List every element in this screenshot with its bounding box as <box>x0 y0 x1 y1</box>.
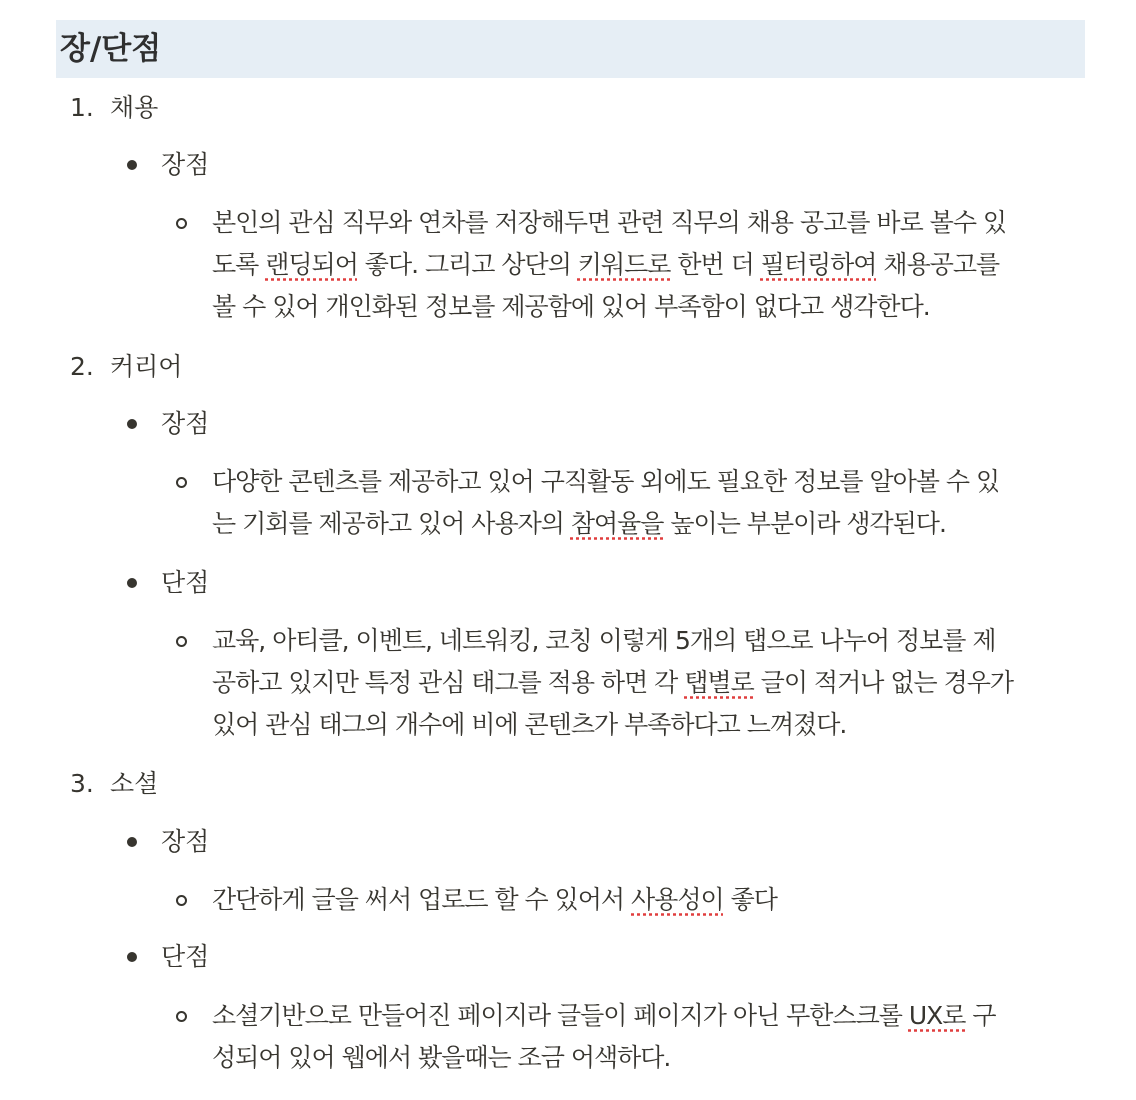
text-run: 는 기회를 제공하고 있어 사용자의 <box>212 509 571 538</box>
text-run: 한번 더 <box>670 250 761 279</box>
circle-bullet-icon <box>176 636 187 647</box>
text-line <box>212 461 1082 503</box>
section-title: 커리어 <box>110 352 183 381</box>
text-line <box>212 503 1082 545</box>
circle-bullet-icon <box>176 218 187 229</box>
text-run: 글이 적거나 없는 경우가 <box>753 668 1014 697</box>
spellcheck-word: 키워드로 <box>577 250 671 279</box>
spellcheck-word: 필터링하여 <box>760 250 877 279</box>
text-run: 소셜기반으로 만들어진 페이지라 글들이 페이지가 아닌 무한스크롤 <box>212 1001 909 1030</box>
bullet-icon <box>127 952 137 962</box>
text-line <box>212 244 1082 286</box>
list-number: 2. <box>70 352 94 381</box>
text-run: 도록 <box>212 250 266 279</box>
text-line <box>212 995 1082 1037</box>
group-label: 단점 <box>161 942 210 971</box>
text-run: 좋다. 그리고 상단의 <box>357 250 578 279</box>
group-label: 장점 <box>161 150 210 179</box>
list-item-text <box>212 620 1082 746</box>
text-line <box>212 286 1082 328</box>
text-run: 간단하게 글을 써서 업로드 할 수 있어서 <box>212 885 632 914</box>
text-line <box>212 202 1082 244</box>
spellcheck-word: 랜딩되어 <box>265 250 358 279</box>
bullet-icon <box>127 419 137 429</box>
bullet-icon <box>127 837 137 847</box>
list-item-text <box>212 995 1082 1079</box>
spellcheck-word: 참여율을 <box>570 509 664 538</box>
text-run: 높이는 부분이라 생각된다. <box>663 509 946 538</box>
list-item-text <box>212 202 1082 328</box>
group-label: 장점 <box>161 409 210 438</box>
text-run: 있어 관심 태그의 개수에 비에 콘텐츠가 부족하다고 느껴졌다. <box>212 710 847 739</box>
text-run: 채용공고를 <box>876 250 1000 279</box>
page-heading: 장/단점 <box>56 20 1085 78</box>
circle-bullet-icon <box>176 895 187 906</box>
spellcheck-word: UX로 <box>908 1001 966 1030</box>
text-run: 성되어 있어 웹에서 봤을때는 조금 어색하다. <box>212 1043 671 1072</box>
text-run: 구 <box>965 1001 996 1030</box>
text-run: 본인의 관심 직무와 연차를 저장해두면 관련 직무의 채용 공고를 바로 볼수 있 <box>212 208 1007 237</box>
text-run: 다양한 콘텐츠를 제공하고 있어 구직활동 외에도 필요한 정보를 알아볼 수 있 <box>212 467 1000 496</box>
group-label: 장점 <box>161 827 210 856</box>
text-run: 좋다 <box>723 885 777 914</box>
text-run: 교육, 아티클, 이벤트, 네트워킹, 코칭 이렇게 5개의 탭으로 나누어 정보를 제 <box>212 626 996 655</box>
text-run: 공하고 있지만 특정 관심 태그를 적용 하면 각 <box>212 668 685 697</box>
text-run: 볼 수 있어 개인화된 정보를 제공함에 있어 부족함이 없다고 생각한다. <box>212 292 930 321</box>
group-label: 단점 <box>161 568 210 597</box>
circle-bullet-icon <box>176 477 187 488</box>
bullet-icon <box>127 160 137 170</box>
list-number: 1. <box>70 93 94 122</box>
section-title: 채용 <box>110 93 159 122</box>
bullet-icon <box>127 578 137 588</box>
list-number: 3. <box>70 769 94 798</box>
circle-bullet-icon <box>176 1011 187 1022</box>
spellcheck-word: 탭별로 <box>684 668 754 697</box>
section-title: 소셜 <box>110 769 159 798</box>
text-line <box>212 879 1082 921</box>
list-item-text <box>212 461 1082 545</box>
text-line <box>212 662 1082 704</box>
text-line <box>212 1037 1082 1079</box>
list-item-text <box>212 879 1082 921</box>
text-line <box>212 704 1082 746</box>
spellcheck-word: 사용성이 <box>631 885 724 914</box>
text-line <box>212 620 1082 662</box>
